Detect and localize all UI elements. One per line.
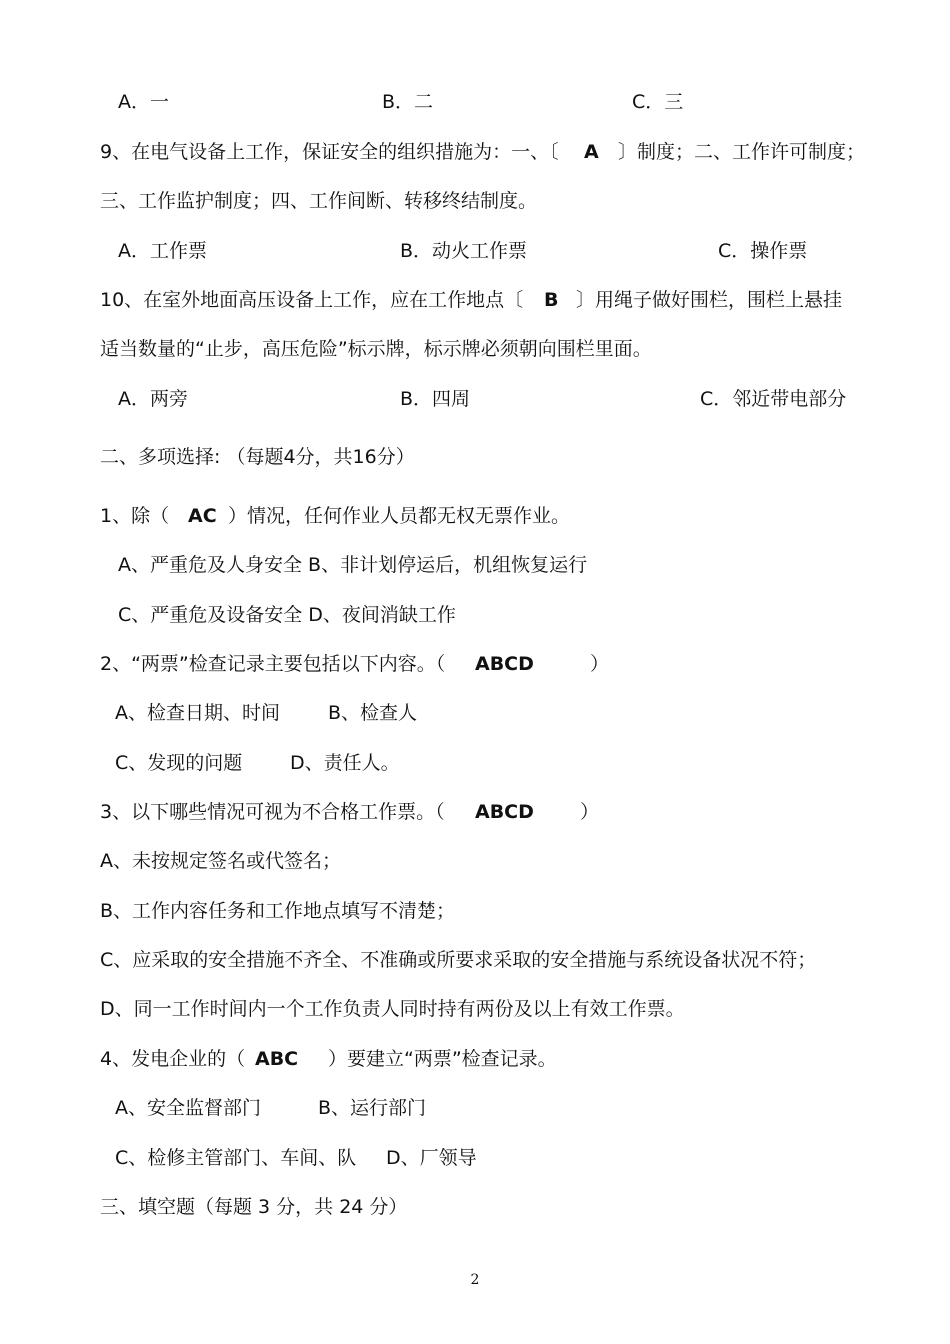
m3-option-b: B、工作内容任务和工作地点填写不清楚；: [100, 900, 456, 922]
q9-question-continuation: 三、工作监护制度；四、工作间断、转移终结制度。: [100, 190, 538, 212]
q8-option-b: B．二: [382, 91, 434, 113]
q9-question-suffix: 〕制度；二、工作许可制度；: [618, 141, 866, 163]
m2-question-prefix: 2、“两票”检查记录主要包括以下内容。（: [100, 653, 446, 675]
q10-option-c: C．邻近带电部分: [700, 388, 847, 410]
m4-option-d: D、厂领导: [386, 1147, 477, 1169]
q10-answer: B: [544, 289, 559, 311]
m2-option-c: C、发现的问题: [115, 752, 243, 774]
q10-option-a: A．两旁: [118, 388, 188, 410]
m1-options-ab: A、严重危及人身安全 B、非计划停运后，机组恢复运行: [118, 554, 588, 576]
m2-option-d: D、责任人。: [290, 752, 400, 774]
m3-answer: ABCD: [475, 801, 534, 823]
page-number: 2: [470, 1272, 480, 1288]
m1-question-prefix: 1、除（: [100, 505, 170, 527]
m4-option-b: B、运行部门: [318, 1097, 427, 1119]
q9-answer: A: [584, 141, 599, 163]
q8-option-a: A．一: [118, 91, 169, 113]
q9-question-prefix: 9、在电气设备上工作，保证安全的组织措施为：一、〔: [100, 141, 559, 163]
m1-answer: AC: [188, 505, 217, 527]
m3-question-prefix: 3、以下哪些情况可视为不合格工作票。（: [100, 801, 445, 823]
section-3-heading: 三、填空题（每题 3 分，共 24 分）: [100, 1196, 408, 1218]
m4-option-a: A、安全监督部门: [115, 1097, 261, 1119]
m3-question-suffix: ）: [580, 801, 600, 823]
q9-option-b: B．动火工作票: [400, 240, 528, 262]
m4-question-prefix: 4、发电企业的（: [100, 1048, 246, 1070]
m1-options-cd: C、严重危及设备安全 D、夜间消缺工作: [118, 604, 456, 626]
m4-option-c: C、检修主管部门、车间、队: [115, 1147, 357, 1169]
m4-question-suffix: ）要建立“两票”检查记录。: [328, 1048, 557, 1070]
m4-answer: ABC: [255, 1048, 299, 1070]
q10-question-prefix: 10、在室外地面高压设备上工作，应在工作地点〔: [100, 289, 524, 311]
m2-option-b: B、检查人: [328, 702, 418, 724]
q10-option-b: B．四周: [400, 388, 471, 410]
section-2-heading: 二、多项选择: （每题4分，共16分）: [100, 446, 415, 468]
m2-answer: ABCD: [475, 653, 534, 675]
q8-option-c: C．三: [632, 91, 684, 113]
m3-option-d: D、同一工作时间内一个工作负责人同时持有两份及以上有效工作票。: [100, 998, 685, 1020]
m1-question-suffix: ）情况，任何作业人员都无权无票作业。: [228, 505, 571, 527]
q9-option-c: C．操作票: [718, 240, 808, 262]
m2-option-a: A、检查日期、时间: [115, 702, 280, 724]
q10-question-continuation: 适当数量的“止步，高压危险”标示牌，标示牌必须朝向围栏里面。: [100, 338, 652, 360]
q10-question-suffix: 〕用绳子做好围栏，围栏上悬挂: [576, 289, 843, 311]
m3-option-c: C、应采取的安全措施不齐全、不准确或所要求采取的安全措施与系统设备状况不符；: [100, 949, 817, 971]
m3-option-a: A、未按规定签名或代签名；: [100, 850, 341, 872]
m2-question-suffix: ）: [590, 653, 610, 675]
q9-option-a: A．工作票: [118, 240, 207, 262]
